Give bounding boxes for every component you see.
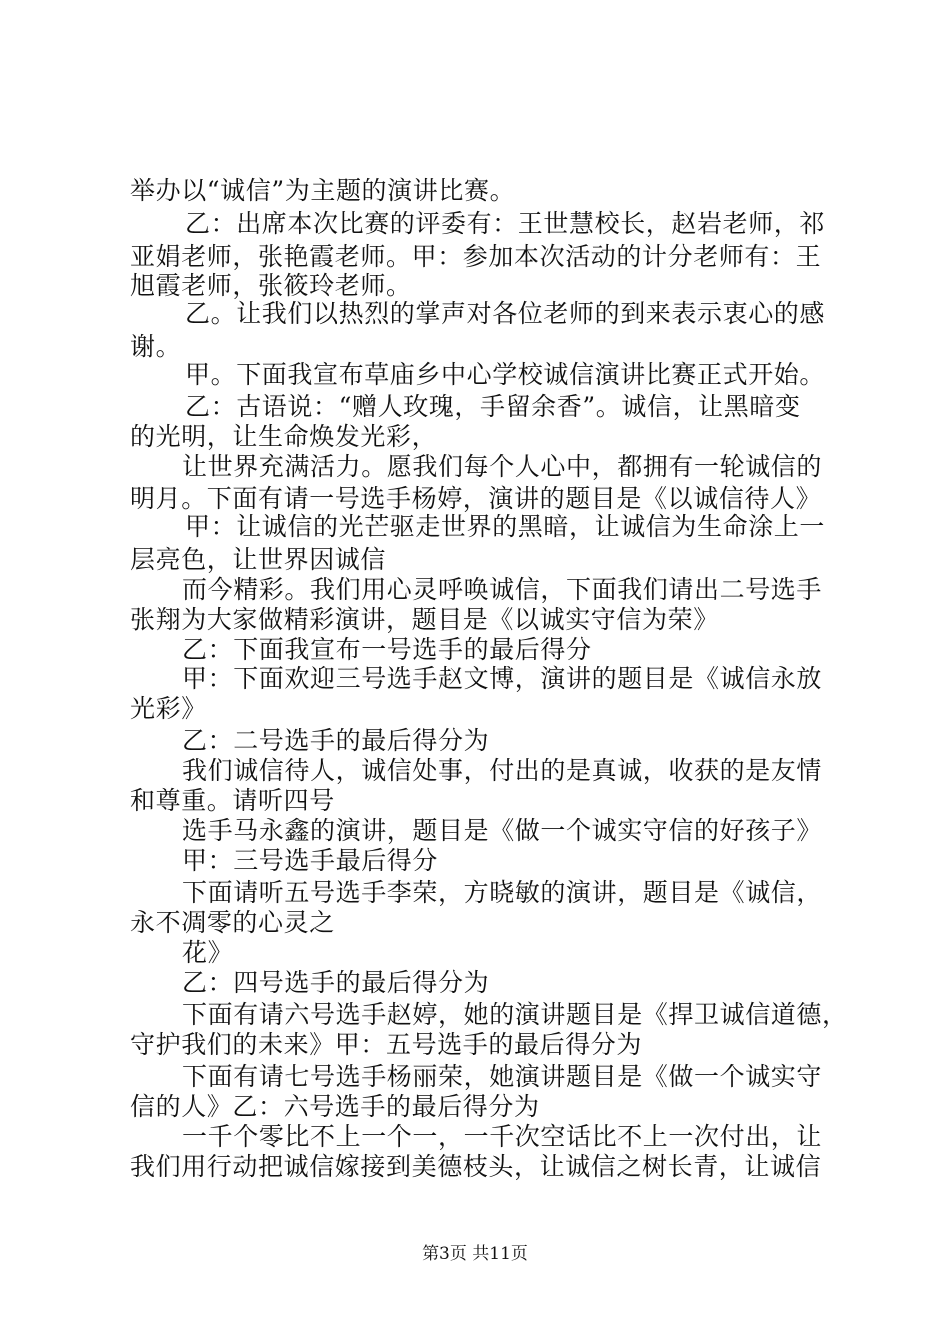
text-line: 举办以“诚信”为主题的演讲比赛。 xyxy=(130,176,516,205)
text-line: 信的人》乙：六号选手的最后得分为 xyxy=(130,1092,540,1121)
text-line: 光彩》 xyxy=(130,694,207,723)
text-line: 乙：二号选手的最后得分为 xyxy=(182,726,490,755)
text-line: 下面有请六号选手赵婷，她的演讲题目是《捍卫诚信道德， xyxy=(182,1000,848,1029)
text-line: 谢。 xyxy=(130,332,182,361)
text-line: 张翔为大家做精彩演讲，题目是《以诚实守信为荣》 xyxy=(130,605,719,634)
text-line: 选手马永鑫的演讲，题目是《做一个诚实守信的好孩子》 xyxy=(182,816,823,845)
text-line: 乙：出席本次比赛的评委有：王世慧校长，赵岩老师，祁 xyxy=(185,209,826,238)
text-line: 甲。下面我宣布草庙乡中心学校诚信演讲比赛正式开始。 xyxy=(185,360,826,389)
text-line: 守护我们的未来》甲：五号选手的最后得分为 xyxy=(130,1030,643,1059)
text-line: 永不凋零的心灵之 xyxy=(130,908,335,937)
text-line: 的光明，让生命焕发光彩， xyxy=(130,422,438,451)
text-line: 我们用行动把诚信嫁接到美德枝头，让诚信之树长青，让诚信 xyxy=(130,1152,822,1181)
text-line: 乙：四号选手的最后得分为 xyxy=(182,968,490,997)
text-line: 甲：让诚信的光芒驱走世界的黑暗，让诚信为生命涂上一 xyxy=(185,512,826,541)
text-line: 亚娟老师，张艳霞老师。甲：参加本次活动的计分老师有：王 xyxy=(130,242,822,271)
text-line: 和尊重。请听四号 xyxy=(130,786,335,815)
text-line: 乙：下面我宣布一号选手的最后得分 xyxy=(182,635,592,664)
text-line: 甲：三号选手最后得分 xyxy=(182,846,439,875)
text-line: 旭霞老师，张筱玲老师。 xyxy=(130,271,412,300)
text-line: 一千个零比不上一个一，一千次空话比不上一次付出，让 xyxy=(182,1122,823,1151)
text-line: 明月。下面有请一号选手杨婷，演讲的题目是《以诚信待人》 xyxy=(130,484,822,513)
text-line: 乙。让我们以热烈的掌声对各位老师的到来表示衷心的感 xyxy=(185,299,826,328)
text-line: 让世界充满活力。愿我们每个人心中，都拥有一轮诚信的 xyxy=(182,452,823,481)
page-number-footer: 第3页 共11页 xyxy=(422,1244,528,1264)
text-line: 下面有请七号选手杨丽荣，她演讲题目是《做一个诚实守 xyxy=(182,1062,823,1091)
text-line: 花》 xyxy=(182,938,234,967)
text-line: 甲：下面欢迎三号选手赵文博，演讲的题目是《诚信永放 xyxy=(182,664,823,693)
text-line: 乙：古语说：“赠人玫瑰，手留余香”。诚信，让黑暗变 xyxy=(185,392,801,421)
text-line: 我们诚信待人，诚信处事，付出的是真诚，收获的是友情 xyxy=(182,756,823,785)
text-line: 下面请听五号选手李荣，方晓敏的演讲，题目是《诚信， xyxy=(182,878,823,907)
text-line: 层亮色，让世界因诚信 xyxy=(130,545,387,574)
text-line: 而今精彩。我们用心灵呼唤诚信，下面我们请出二号选手 xyxy=(182,575,823,604)
